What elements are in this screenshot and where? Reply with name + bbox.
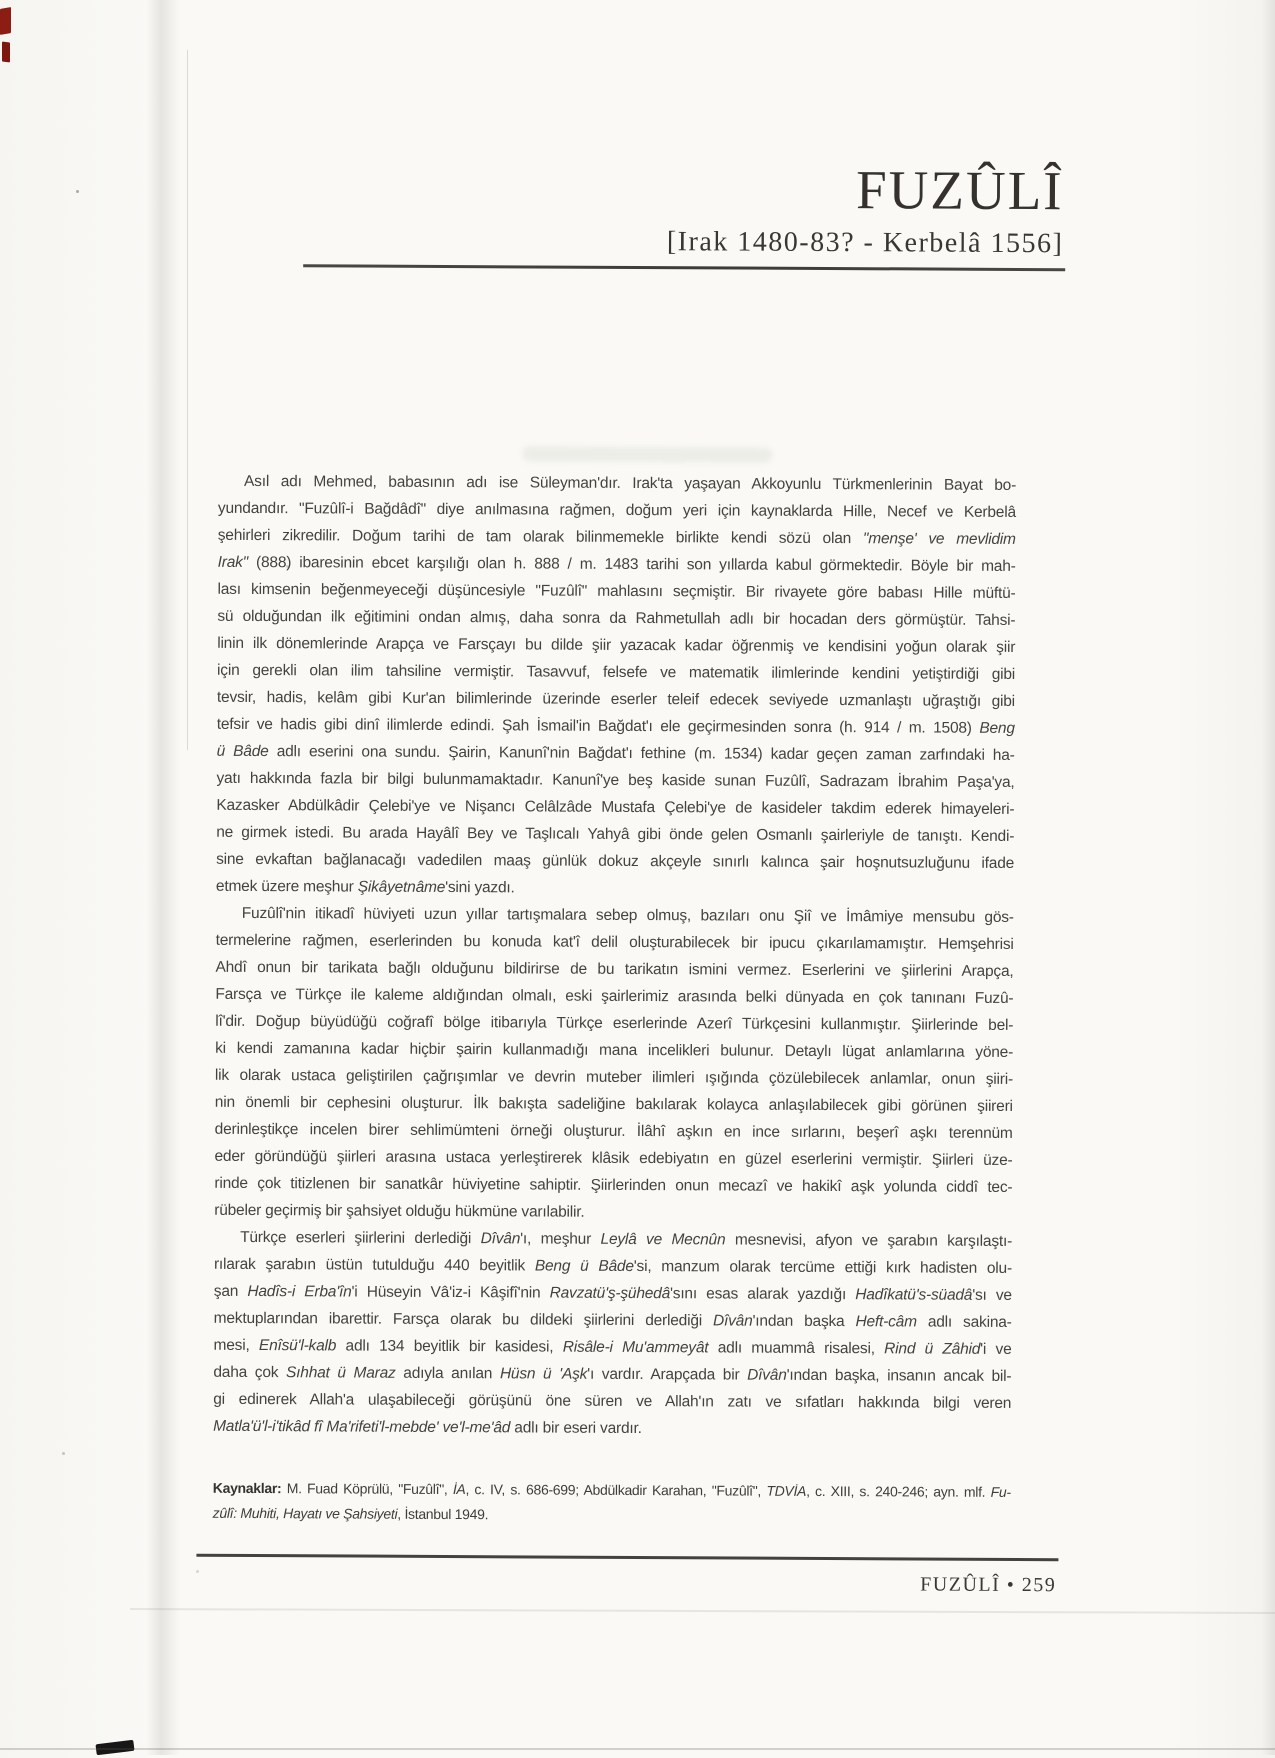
text-line: tefsir ve hadis gibi dinî ilimlerde edindi. Şah İsmail'in Bağdat'ı ele geçirmesinden sonra (h. 914 / m. 1508) Beng bbox=[216, 715, 1015, 737]
text-line: linin ilk dönemlerinde Arapça ve Farsçayı bu dilde şiir yazacak kadar öğrenmiş ve kendisini yoğun olarak şiir bbox=[217, 634, 1016, 656]
show-through-smudge bbox=[522, 446, 772, 462]
text-line: sine evkaftan bağlanacağı vadedilen maaş günlük dokuz akçeyle sınırlı kalınca şair hoşnutsuzluğunu ifade bbox=[216, 850, 1015, 872]
text-line: şehirleri zikredilir. Doğum tarihi de tam olarak bilinmemekle birlikte kendi sözü olan "menşe' ve mevlidim bbox=[217, 526, 1016, 548]
page-title: FUZÛLÎ bbox=[855, 159, 1064, 222]
scan-vertical-line bbox=[187, 50, 188, 750]
text-line: Irak" (888) ibaresinin ebcet karşılığı olan h. 888 / m. 1483 tarihi son yıllarda kabul görmektedir. Böyle bir mah- bbox=[217, 553, 1016, 575]
article-header bbox=[667, 160, 1064, 260]
text-line: lik olarak ustaca geliştirilen çağrışımlar ve devrin muteber ilimleri ışığında çözülebilecek anlamlar, onun şiiri- bbox=[214, 1066, 1013, 1088]
text-line: için gerekli olan ilim tahsiline vermiştir. Tasavvuf, felsefe ve matematik ilimlerinde kendini yetiştirdiği gibi bbox=[217, 661, 1016, 683]
scan-bottom-edge bbox=[0, 1748, 1275, 1750]
text-line: daha çok Sıhhat ü Maraz adıyla anılan Hüsn ü 'Aşk'ı vardır. Arapçada bir Dîvân'ından başka, insanın ancak bil- bbox=[213, 1363, 1012, 1385]
text-line: gi edinerek Allah'a ulaşabileceği görüşünü öne süren ve Allah'ın zatı ve sıfatları hakkında bilgi veren bbox=[213, 1390, 1012, 1412]
text-line: ü Bâde adlı eserini ona sundu. Şairin, Kanunî'nin Bağdat'ı fethine (m. 1534) kadar geçen zaman zarfındaki ha- bbox=[216, 742, 1015, 764]
text-line: Matla'ü'l-i'tikâd fî Ma'rifeti'l-mebde' ve'l-me'âd adlı bir eseri vardır. bbox=[213, 1417, 642, 1438]
text-line: derinleştikçe incelen birer sehlimümteni örneği oluşturur. İlâhî aşkın en ince sırlarını, beşerî aşkı terennüm bbox=[214, 1120, 1013, 1142]
paragraph bbox=[214, 900, 1014, 1228]
text-line: yundandır. "Fuzûlî-i Bağdâdî" diye anılmasına rağmen, doğum yeri için kaynaklarda Hille, Necef ve Kerbelâ bbox=[217, 499, 1016, 521]
scan-red-mark bbox=[2, 42, 10, 63]
page-subtitle: [Irak 1480-83? - Kerbelâ 1556] bbox=[666, 225, 1064, 259]
footer-text: FUZÛLÎ • 259 bbox=[920, 1573, 1057, 1597]
text-line: Asıl adı Mehmed, babasının adı ise Süleyman'dır. Irak'ta yaşayan Akkoyunlu Türkmenlerinin Bayat bo- bbox=[244, 472, 1017, 494]
text-line: yatı hakkında fazla bir bilgi bulunmamaktadır. Kanunî'ye beş kaside sunan Fuzûlî, Sadrazam İbrahim Paşa'ya, bbox=[216, 769, 1015, 791]
text-line: Fuzûlî'nin itikadî hüviyeti uzun yıllar tartışmalara sebep olmuş, bazıları onu Şiî ve İmâmiye mensubu gös- bbox=[241, 904, 1014, 926]
page-footer bbox=[920, 1573, 1056, 1597]
text-line: lası kimsenin beğenmeyeceği düşüncesiyle "Fuzûlî" mahlasını seçmiştir. Bir rivayete göre babası Hille müftü- bbox=[217, 580, 1016, 602]
text-line: rübeler geçirmiş bir şahsiyet olduğu hükmüne varılabilir. bbox=[214, 1201, 585, 1221]
article-body bbox=[213, 468, 1016, 1444]
text-line: etmek üzere meşhur Şikâyetnâme'sini yazdı. bbox=[215, 877, 515, 897]
text-line: tevsir, hadis, kelâm gibi Kur'an bilimlerinde üzerinde eserler teleif edecek seviyede uzmanlaştı uğraştığı gibi bbox=[216, 688, 1015, 710]
text-line: mektuplarından ibarettir. Farsça olarak bu dildeki şiirlerini derlediği Dîvân'ından başka Heft-câm adlı sakina- bbox=[213, 1309, 1012, 1331]
sources-label: Kaynaklar: bbox=[212, 1479, 287, 1497]
text-line: mesi, Enîsü'l-kalb adlı 134 beyitlik bir kasidesi, Risâle-i Mu'ammeyât adlı muammâ risalesi, Rind ü Zâhid'i ve bbox=[213, 1336, 1012, 1358]
sources-block bbox=[213, 1476, 1011, 1530]
source-line: zûlî: Muhiti, Hayatı ve Şahsiyeti, İstanbul 1949. bbox=[212, 1504, 489, 1523]
scan-left-edge bbox=[146, 0, 180, 1755]
scan-speck bbox=[76, 190, 79, 193]
text-line: ki kendi zamanına kadar hiçbir şairin kullanmadığı mana incelikleri bulunur. Detaylı lügat anlamlarına yöne- bbox=[215, 1039, 1014, 1061]
scan-red-mark bbox=[0, 7, 11, 35]
text-line: Ahdî onun bir tarikata bağlı olduğunu bildirirse de bu tarikatın ismini vermez. Eserlerini ve şiirlerini Arapça, bbox=[215, 958, 1014, 980]
text-line: ne girmek istedi. Bu arada Hayâlî Bey ve Taşlıcalı Yahyâ gibi önde gelen Osmanlı şairleriyle de tanıştı. Kendi- bbox=[216, 823, 1015, 845]
text-line: Türkçe eserleri şiirlerini derlediği Dîvân'ı, meşhur Leylâ ve Mecnûn mesnevisi, afyon ve şarabın karşılaştı- bbox=[240, 1228, 1013, 1250]
text-line: termelerine rağmen, eserlerinden bu konuda kat'î delil oluşturabilecek bir ipucu çıkarılamamıştır. Hemşehrisi bbox=[215, 931, 1014, 953]
text-line: sü olduğundan ilk eğitimini ondan almış, daha sonra da Rahmetullah adlı bir hocadan ders görmüştür. Tahsi- bbox=[217, 607, 1016, 629]
header-rule bbox=[303, 264, 1065, 271]
text-line: Kazasker Abdülkâdir Çelebi'ye ve Nişancı Celâlzâde Mustafa Çelebi'ye de kasideler takdim ederek himayeleri- bbox=[216, 796, 1015, 818]
text-line: eder göründüğü şiirleri arasına ustaca yerleştirerek klâsik edebiyatın en güzel eserlerini vermiştir. Şiirleri üze- bbox=[214, 1147, 1013, 1169]
text-line: nin önemli bir cephesini oluşturur. İlk bakışta sadeliğine bakılarak kolayca anlaşılabilecek gibi görünen şiireri bbox=[214, 1093, 1013, 1115]
text-line: şan Hadîs-i Erba'în'i Hüseyin Vâ'iz-i Kâşifî'nin Ravzatü'ş-şühedâ'sını esas alarak yazdığı Hadîkatü's-süadâ'sı ve bbox=[213, 1282, 1012, 1304]
footer-rule bbox=[196, 1554, 1058, 1561]
text-line: Farsça ve Türkçe ile kaleme aldığından olmalı, eski şairlerimiz arasında belki dünyada en çok tanınanı Fuzû- bbox=[215, 985, 1014, 1007]
text-line: rılarak şarabın üstün tutulduğu 440 beyitlik Beng ü Bâde'si, manzum olarak tercüme ettiği kırk hadisten olu- bbox=[213, 1255, 1012, 1277]
text-line: lî'dir. Doğup büyüdüğü coğrafî bölge itibarıyla Türkçe eserlerinde Azerî Türkçesini kullanmıştır. Şiirlerinde bel- bbox=[215, 1012, 1014, 1034]
text-line: rinde çok titizlenen bir sanatkâr hüviyetine sahiptir. Şiirlerinden onun mecazî ve hakikî aşk yolunda ciddî tec- bbox=[214, 1174, 1013, 1196]
source-line: Kaynaklar: M. Fuad Köprülü, "Fuzûlî", İA, c. IV, s. 686-699; Abdülkadir Karahan, "Fuzûlî", TDVİA, c. XIII, s. 240-246; ayn. mlf. Fu- bbox=[212, 1479, 1011, 1500]
paragraph bbox=[213, 1224, 1012, 1444]
scan-right-edge bbox=[1261, 0, 1275, 1755]
paragraph bbox=[216, 468, 1016, 904]
